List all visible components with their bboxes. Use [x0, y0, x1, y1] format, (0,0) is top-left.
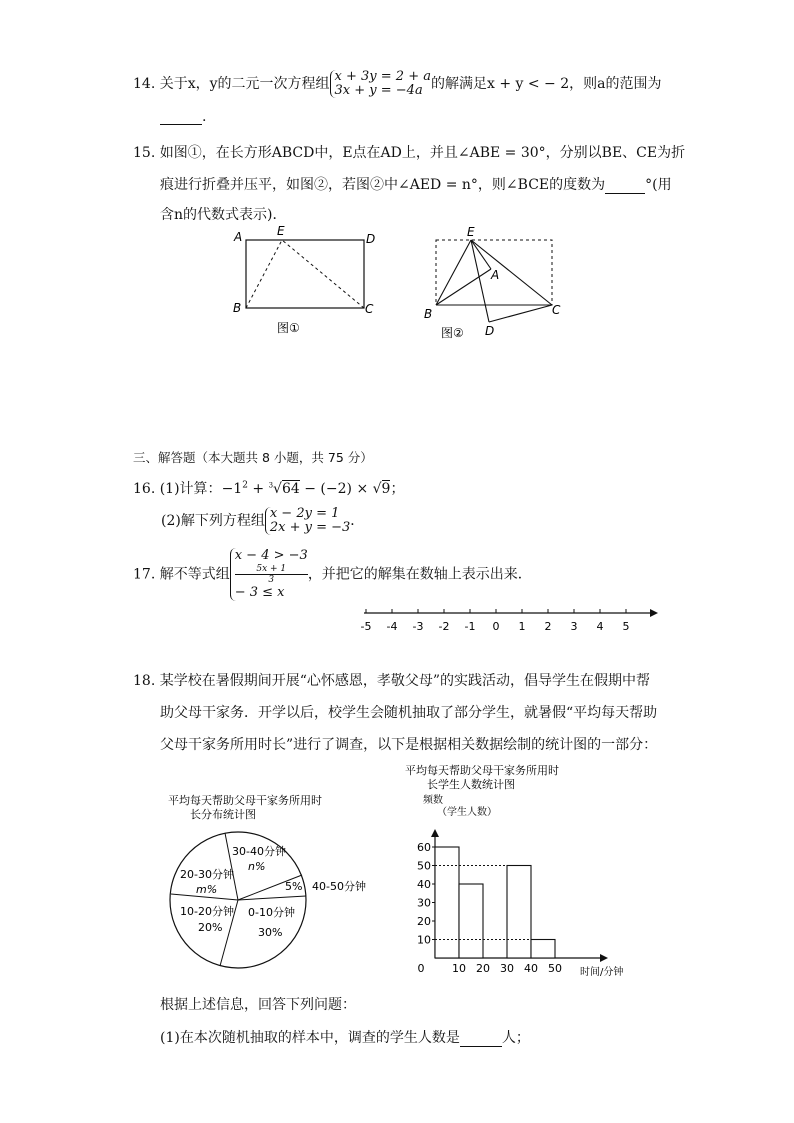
number-line-tick-label: -5	[360, 620, 372, 633]
q16-p2-end: ．	[350, 513, 365, 529]
q14-eq2: 3x + y = −4a	[334, 83, 423, 98]
fig1-label-a: A	[234, 230, 243, 244]
q14-pre-text: 关于x，y的二元一次方程组	[159, 76, 330, 92]
fold-line-ce	[282, 240, 364, 308]
pie-slice-value: m%	[196, 883, 218, 896]
q16-p1-label: (1)计算：	[159, 481, 222, 497]
bar-title-line1: 平均每天帮助父母干家务所用时	[405, 764, 559, 777]
q16-eq2: 2x + y = −3	[269, 520, 351, 535]
fig2-caption: 图②	[441, 326, 464, 340]
bar-y-tick-label: 40	[417, 878, 431, 891]
q15-text-line2b: °(用	[645, 177, 672, 193]
number-line	[350, 600, 660, 636]
q14-equation-system	[330, 70, 431, 98]
bar	[507, 866, 531, 959]
fig2-label-d: D	[485, 324, 495, 338]
bar-y-tick-label: 20	[417, 915, 431, 928]
pie-chart	[160, 790, 380, 980]
q18-sub1-text: (1)在本次随机抽取的样本中，调查的学生人数是	[160, 1030, 460, 1046]
q15-figure2	[415, 222, 575, 347]
fold-line-be	[246, 240, 282, 308]
q14-end: .	[202, 109, 207, 125]
bar	[435, 847, 459, 958]
bar-layer	[417, 829, 608, 975]
q16-equation-system	[265, 507, 350, 535]
q15-figure1	[225, 222, 385, 342]
q16-p1-end: ；	[390, 481, 405, 497]
q15-text-line2a: 痕进行折叠并压平，如图②，若图②中∠AED = n°，则∠BCE的度数为	[160, 177, 606, 193]
radical-icon: √	[372, 481, 382, 497]
number-line-tick-label: -4	[386, 620, 398, 633]
q16-number: 16.	[133, 481, 156, 497]
q17-ineq2-wrap	[235, 564, 308, 601]
bar-ylabel-line2: （学生人数）	[437, 807, 497, 818]
bar-x-tick-label: 30	[500, 962, 514, 975]
q16-radicand2: 9	[381, 481, 391, 497]
pie-title-line1: 平均每天帮助父母干家务所用时	[168, 794, 322, 807]
q14-answer-line	[160, 108, 206, 125]
pie-slice-label: 40-50分钟	[312, 880, 366, 893]
q15-text-line3: 含n的代数式表示)．	[160, 207, 287, 223]
fig2-label-b: B	[424, 307, 433, 321]
q18-line2: 助父母干家务．开学以后，校学生会随机抽取了部分学生，就暑假“平均每天帮助	[160, 705, 658, 721]
q15-line2	[160, 174, 672, 194]
number-line-tick-label: -2	[438, 620, 450, 633]
pie-slice-label: 20-30分钟	[180, 868, 234, 881]
q14-answer-blank[interactable]	[160, 108, 202, 125]
q15-number: 15.	[133, 145, 156, 161]
number-line-tick-label: -1	[464, 620, 476, 633]
fig1-label-b: B	[233, 301, 242, 315]
number-line-tick-label: 4	[596, 620, 604, 633]
q16-cube-root-index: 3	[268, 481, 274, 490]
bar-y-tick-label: 60	[417, 841, 431, 854]
bar-x-tick-label: 10	[452, 962, 466, 975]
bar-chart	[395, 760, 645, 985]
q18-after-text: 根据上述信息，回答下列问题：	[160, 997, 356, 1013]
fig2-label-c: C	[552, 303, 561, 317]
bar-x-tick-label: 50	[548, 962, 562, 975]
q17-frac-num: 5x + 1	[235, 564, 308, 575]
q14-mid-text: 的解满足x + y < − 2，则a的范围为	[430, 76, 662, 92]
bar	[459, 884, 483, 958]
line-eb	[436, 240, 471, 305]
section3-title: 三、解答题（本大题共 8 小题，共 75 分）	[133, 450, 373, 465]
q14-eq1: x + 3y = 2 + a	[334, 69, 431, 84]
q16-part2	[161, 507, 364, 535]
bar-y-tick-label: 30	[417, 896, 431, 910]
q18-sub1	[160, 1027, 530, 1047]
q17-ineq2-rest: − 3 ≤ x	[234, 585, 285, 600]
q18-text-line1: 某学校在暑假期间开展“心怀感恩，孝敬父母”的实践活动，倡导学生在假期中帮	[159, 673, 651, 689]
q14-line	[133, 70, 662, 98]
bar-xlabel: 时间/分钟	[580, 967, 624, 978]
fig2-label-a: A	[491, 268, 500, 282]
bar-y-tick-label: 10	[417, 933, 431, 947]
bar-x-tick-label: 0	[417, 962, 425, 975]
fig2-label-e: E	[467, 225, 475, 239]
pie-slice-label: 10-20分钟	[180, 905, 234, 918]
pie-title-line2: 长分布统计图	[190, 808, 256, 821]
number-line-tick-label: 2	[544, 620, 552, 633]
bar-x-tick-label: 20	[476, 962, 490, 975]
q18-line3: 父母干家务所用时长”进行了调查，以下是根据相关数据绘制的统计图的一部分：	[160, 737, 658, 753]
q16-p2-label: (2)解下列方程组	[161, 513, 265, 529]
pie-slice-value: 30%	[258, 926, 283, 939]
fig1-label-d: D	[366, 232, 376, 246]
q18-number: 18.	[133, 673, 156, 689]
number-line-tick-label: -3	[412, 620, 424, 633]
q17-inequality-system	[230, 548, 308, 601]
pie-slice-value: n%	[248, 860, 266, 873]
bar-title-line2: 长学生人数统计图	[427, 778, 515, 791]
bar-ylabel-line1: 频数	[423, 795, 443, 806]
q17-fraction	[235, 564, 308, 585]
q17-pre: 解不等式组	[159, 566, 230, 583]
q16-p1-rest: − (−2) ×	[299, 481, 373, 497]
pie-slice-label: 0-10分钟	[248, 906, 295, 919]
line-dc	[489, 305, 552, 322]
arrow-up-icon	[431, 829, 439, 837]
q16-radicand1: 64	[281, 481, 300, 497]
bar	[531, 940, 555, 959]
number-line-tick-label: 5	[622, 620, 630, 633]
q17-number: 17.	[133, 566, 156, 583]
pie-slice-value: 5%	[285, 880, 303, 893]
q17-post: ，并把它的解集在数轴上表示出来．	[307, 566, 532, 583]
arrow-right-icon	[650, 609, 658, 617]
pie-slice-value: 20%	[198, 921, 223, 934]
q15-line3	[160, 204, 286, 224]
q15-text-line1: 如图①，在长方形ABCD中，E点在AD上，并且∠ABE = 30°，分别以BE、CE为折	[159, 145, 686, 161]
bar-y-tick-label: 50	[417, 859, 431, 873]
q16-p1-term1: −1	[221, 481, 243, 497]
fig1-label-c: C	[365, 302, 374, 316]
number-line-tick-label: 0	[492, 620, 500, 633]
q18-line1	[133, 670, 650, 690]
arrow-right-icon	[600, 954, 608, 962]
q18-sub1-end: 人；	[501, 1030, 530, 1046]
q17-line	[133, 548, 532, 601]
q16-p1-exponent: 2	[242, 480, 248, 491]
q15-line1	[133, 142, 685, 162]
q16-eq1: x − 2y = 1	[269, 506, 340, 521]
q16-part1	[133, 478, 404, 498]
line-ba	[436, 269, 491, 305]
q16-p1-plus: +	[247, 481, 269, 497]
q18-sub1-blank[interactable]	[460, 1030, 502, 1047]
fig1-label-e: E	[277, 224, 285, 238]
number-line-tick-label: 3	[570, 620, 578, 633]
fig1-caption: 图①	[277, 321, 300, 335]
bar-x-tick-label: 40	[524, 962, 538, 975]
pie-slice-label: 30-40分钟	[232, 845, 286, 858]
q15-answer-blank[interactable]	[605, 177, 645, 194]
q17-frac-den: 3	[268, 575, 275, 585]
number-line-tick-label: 1	[518, 620, 526, 633]
q14-number: 14.	[133, 76, 156, 92]
q17-ineq1: x − 4 > −3	[234, 548, 308, 563]
radical-icon: √	[273, 481, 282, 497]
